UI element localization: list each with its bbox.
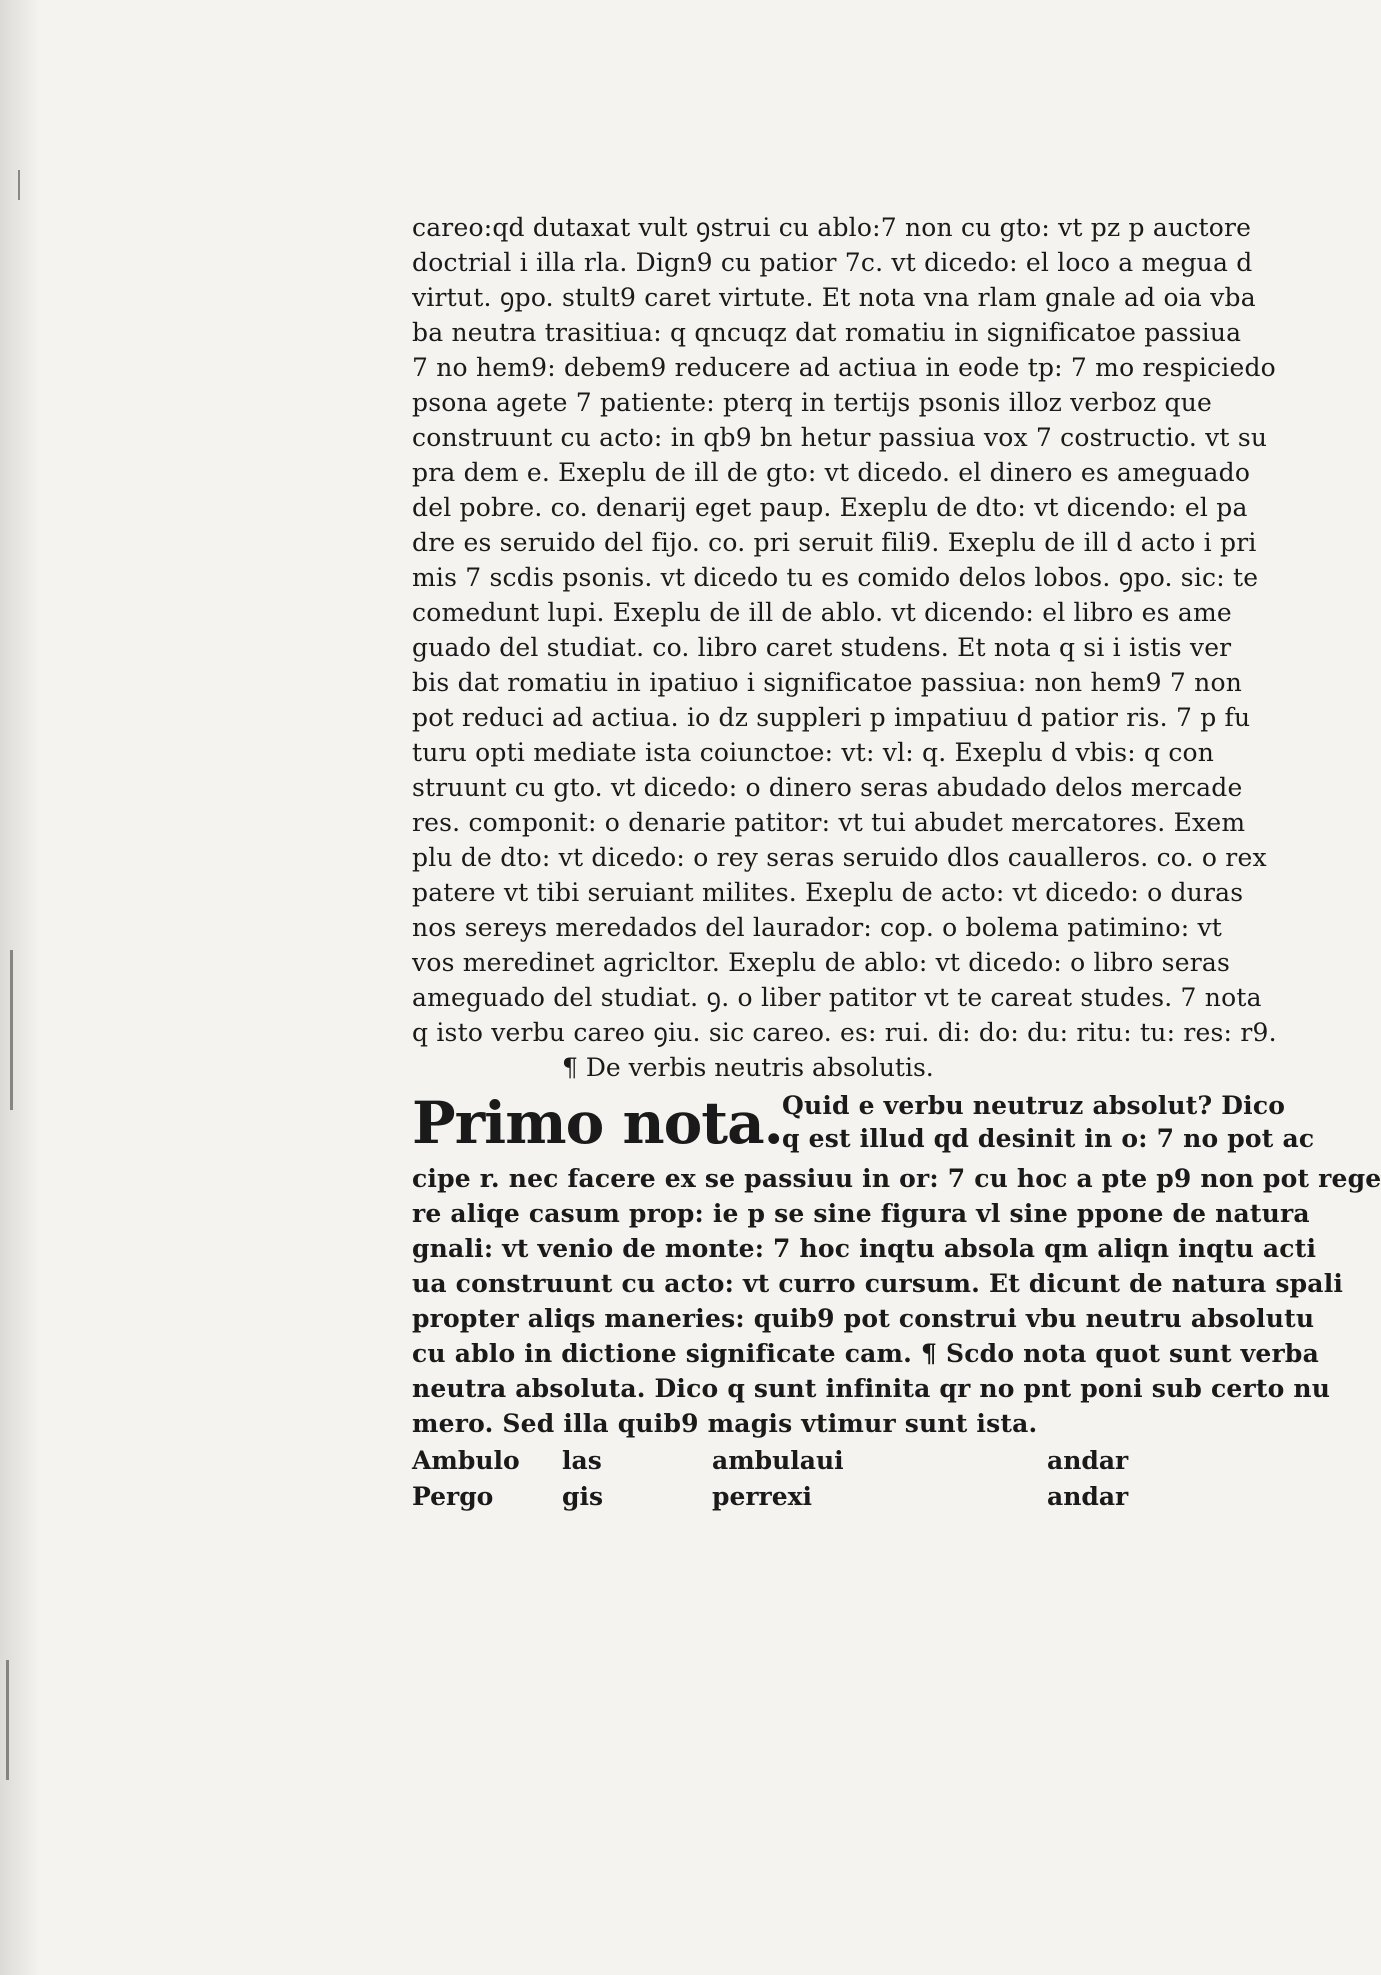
verb-perfect: perrexi <box>712 1482 813 1511</box>
text-line: construunt cu acto: in qb9 bn hetur passiua vox 7 costructio. vt su <box>412 423 1268 452</box>
text-line: q est illud qd desinit in o: 7 no pot ac <box>782 1124 1315 1153</box>
verb-row <box>412 1479 1272 1515</box>
text-line: del pobre. co. denarij eget paup. Exeplu de dto: vt dicendo: el pa <box>412 493 1248 522</box>
text-line: gnali: vt venio de monte: 7 hoc inqtu absola qm aliqn inqtu acti <box>412 1234 1317 1263</box>
text-line: ba neutra trasitiua: q qncuqz dat romatiu in significatoe passiua <box>412 318 1242 347</box>
text-line: careo:qd dutaxat vult ꝯstrui cu ablo:7 non cu gto: vt pz p auctore <box>412 213 1252 242</box>
verb-ending: gis <box>562 1482 604 1511</box>
text-line: q isto verbu careo ꝯiu. sic careo. es: rui. di: do: du: ritu: tu: res: r9. <box>412 1018 1277 1047</box>
text-line: pot reduci ad actiua. io dz suppleri p impatiuu d patior ris. 7 p fu <box>412 703 1251 732</box>
dropcap-row <box>412 1089 1315 1161</box>
margin-mark <box>18 170 20 200</box>
dropcap-side-text <box>782 1089 1314 1155</box>
text-line: neutra absoluta. Dico q sunt infinita qr no pnt poni sub certo nu <box>412 1374 1331 1403</box>
section-heading: ¶ De verbis neutris absolutis. <box>562 1053 934 1082</box>
verb-spanish: andar <box>1047 1446 1129 1475</box>
text-line: dre es seruido del fijo. co. pri seruit fili9. Exeplu de ill d acto i pri <box>412 528 1257 557</box>
text-line: ua construunt cu acto: vt curro cursum. Et dicunt de natura spali <box>412 1269 1344 1298</box>
verb-present: Pergo <box>412 1482 494 1511</box>
text-line: turu opti mediate ista coiunctoe: vt: vl: q. Exeplu d vbis: q con <box>412 738 1215 767</box>
text-line: virtut. ꝯpo. stult9 caret virtute. Et nota vna rlam gnale ad oia vba <box>412 283 1256 312</box>
text-line: cu ablo in dictione significate cam. ¶ Scdo nota quot sunt verba <box>412 1339 1319 1368</box>
text-line: Quid e verbu neutruz absolut? Dico <box>782 1091 1286 1120</box>
text-line: doctrial i illa rla. Dign9 cu patior 7c. vt dicedo: el loco a megua d <box>412 248 1253 277</box>
text-line: nos sereys meredados del laurador: cop. o bolema patimino: vt <box>412 913 1223 942</box>
text-line: struunt cu gto. vt dicedo: o dinero seras abudado delos mercade <box>412 773 1243 802</box>
text-line: cipe r. nec facere ex se passiuu in or: 7 cu hoc a pte p9 non pot rege <box>412 1164 1381 1193</box>
text-line: 7 no hem9: debem9 reducere ad actiua in eode tp: 7 mo respiciedo <box>412 353 1276 382</box>
verb-row <box>412 1443 1272 1479</box>
text-line: res. componit: o denarie patitor: vt tui abudet mercatores. Exem <box>412 808 1246 837</box>
main-text-block <box>412 210 1381 1515</box>
verb-ending: las <box>562 1446 602 1475</box>
margin-mark <box>10 950 13 1110</box>
margin-mark <box>6 1660 9 1780</box>
text-line: pra dem e. Exeplu de ill de gto: vt dicedo. el dinero es ameguado <box>412 458 1251 487</box>
text-line: bis dat romatiu in ipatiuo i significatoe passiua: non hem9 7 non <box>412 668 1243 697</box>
text-line: propter aliqs maneries: quib9 pot construi vbu neutru absolutu <box>412 1304 1315 1333</box>
text-line: patere vt tibi seruiant milites. Exeplu de acto: vt dicedo: o duras <box>412 878 1244 907</box>
verb-spanish: andar <box>1047 1482 1129 1511</box>
text-line: vos meredinet agricltor. Exeplu de ablo: vt dicedo: o libro seras <box>412 948 1230 977</box>
verb-table <box>412 1443 1272 1515</box>
text-line: psona agete 7 patiente: pterq in tertijs psonis illoz verboz que <box>412 388 1213 417</box>
verb-perfect: ambulaui <box>712 1446 844 1475</box>
verb-present: Ambulo <box>412 1446 520 1475</box>
paragraph-top <box>412 210 1277 1050</box>
text-line: comedunt lupi. Exeplu de ill de ablo. vt dicendo: el libro es ame <box>412 598 1232 627</box>
text-line: mero. Sed illa quib9 magis vtimur sunt ista. <box>412 1409 1038 1438</box>
paragraph-bottom <box>412 1161 1381 1441</box>
dropcap-title: Primo nota. <box>412 1089 783 1157</box>
text-line: re aliqe casum prop: ie p se sine figura vl sine ppone de natura <box>412 1199 1310 1228</box>
text-line: ameguado del studiat. ꝯ. o liber patitor vt te careat studes. 7 nota <box>412 983 1262 1012</box>
text-line: guado del studiat. co. libro caret studens. Et nota q si i istis ver <box>412 633 1232 662</box>
text-line: mis 7 scdis psonis. vt dicedo tu es comido delos lobos. ꝯpo. sic: te <box>412 563 1259 592</box>
text-line: plu de dto: vt dicedo: o rey seras seruido dlos caualleros. co. o rex <box>412 843 1267 872</box>
